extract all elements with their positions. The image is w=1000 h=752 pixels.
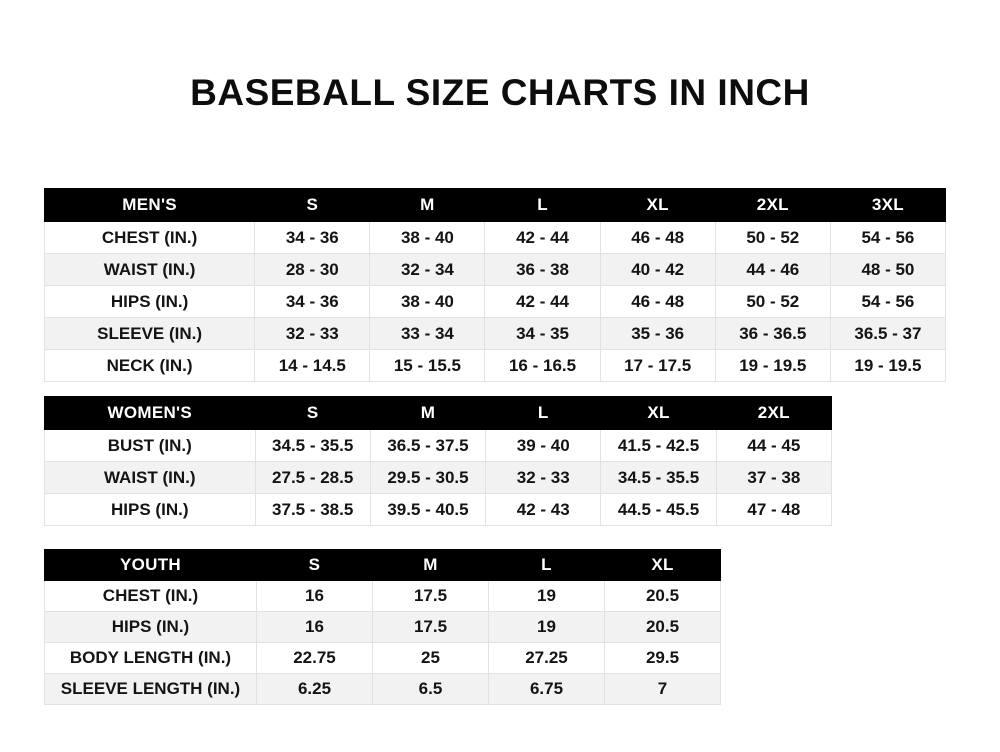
column-header: L [489, 550, 605, 581]
column-header: 2XL [716, 397, 831, 430]
column-header: L [485, 189, 600, 222]
table-cell: 44 - 45 [716, 430, 831, 462]
table-cell: 34 - 36 [255, 222, 370, 254]
table-cell: 38 - 40 [370, 222, 485, 254]
column-header: XL [605, 550, 721, 581]
column-header: WOMEN'S [45, 397, 256, 430]
table-cell: 54 - 56 [830, 222, 945, 254]
table-cell: 28 - 30 [255, 254, 370, 286]
table-cell: 19 - 19.5 [715, 350, 830, 382]
table-cell: 47 - 48 [716, 494, 831, 526]
table-row [45, 222, 946, 254]
row-label: CHEST (IN.) [45, 581, 257, 612]
table-cell: 29.5 - 30.5 [370, 462, 485, 494]
table-cell: 36 - 38 [485, 254, 600, 286]
table-cell: 35 - 36 [600, 318, 715, 350]
table-row [45, 286, 946, 318]
column-header: S [257, 550, 373, 581]
table-cell: 42 - 44 [485, 222, 600, 254]
table-cell: 25 [373, 643, 489, 674]
table-row [45, 318, 946, 350]
table-cell: 44.5 - 45.5 [601, 494, 716, 526]
table-cell: 32 - 33 [255, 318, 370, 350]
table-header-row [45, 550, 721, 581]
table-cell: 34 - 35 [485, 318, 600, 350]
row-label: NECK (IN.) [45, 350, 255, 382]
table-row [45, 462, 832, 494]
column-header: S [255, 189, 370, 222]
table-cell: 27.5 - 28.5 [255, 462, 370, 494]
table-cell: 44 - 46 [715, 254, 830, 286]
column-header: M [370, 189, 485, 222]
table-cell: 42 - 43 [486, 494, 601, 526]
table-cell: 16 [257, 612, 373, 643]
row-label: BUST (IN.) [45, 430, 256, 462]
column-header: YOUTH [45, 550, 257, 581]
table-cell: 34.5 - 35.5 [255, 430, 370, 462]
table-cell: 41.5 - 42.5 [601, 430, 716, 462]
table-cell: 39.5 - 40.5 [370, 494, 485, 526]
table-cell: 7 [605, 674, 721, 705]
table-cell: 48 - 50 [830, 254, 945, 286]
column-header: M [373, 550, 489, 581]
table-cell: 38 - 40 [370, 286, 485, 318]
table-cell: 32 - 33 [486, 462, 601, 494]
table-cell: 46 - 48 [600, 286, 715, 318]
table-cell: 50 - 52 [715, 286, 830, 318]
table-row [45, 643, 721, 674]
table-header-row [45, 397, 832, 430]
table-cell: 32 - 34 [370, 254, 485, 286]
table-cell: 34 - 36 [255, 286, 370, 318]
row-label: CHEST (IN.) [45, 222, 255, 254]
table-cell: 37.5 - 38.5 [255, 494, 370, 526]
table-cell: 19 [489, 581, 605, 612]
table-cell: 40 - 42 [600, 254, 715, 286]
table-cell: 42 - 44 [485, 286, 600, 318]
row-label: BODY LENGTH (IN.) [45, 643, 257, 674]
table-cell: 17.5 [373, 581, 489, 612]
column-header: XL [601, 397, 716, 430]
column-header: MEN'S [45, 189, 255, 222]
row-label: SLEEVE LENGTH (IN.) [45, 674, 257, 705]
table-cell: 37 - 38 [716, 462, 831, 494]
table-cell: 54 - 56 [830, 286, 945, 318]
table-cell: 34.5 - 35.5 [601, 462, 716, 494]
column-header: 2XL [715, 189, 830, 222]
column-header: XL [600, 189, 715, 222]
column-header: L [486, 397, 601, 430]
table-cell: 20.5 [605, 581, 721, 612]
row-label: HIPS (IN.) [45, 494, 256, 526]
table-row [45, 581, 721, 612]
column-header: M [370, 397, 485, 430]
table-cell: 17.5 [373, 612, 489, 643]
table-cell: 19 [489, 612, 605, 643]
table-cell: 50 - 52 [715, 222, 830, 254]
table-cell: 6.25 [257, 674, 373, 705]
table-cell: 16 [257, 581, 373, 612]
table-cell: 14 - 14.5 [255, 350, 370, 382]
table-row [45, 254, 946, 286]
youth-size-table [44, 549, 721, 705]
table-cell: 36.5 - 37 [830, 318, 945, 350]
table-cell: 29.5 [605, 643, 721, 674]
table-cell: 36 - 36.5 [715, 318, 830, 350]
table-cell: 39 - 40 [486, 430, 601, 462]
row-label: HIPS (IN.) [45, 612, 257, 643]
table-cell: 33 - 34 [370, 318, 485, 350]
table-row [45, 612, 721, 643]
row-label: WAIST (IN.) [45, 462, 256, 494]
table-cell: 16 - 16.5 [485, 350, 600, 382]
page-title: BASEBALL SIZE CHARTS IN INCH [190, 72, 810, 113]
table-row [45, 350, 946, 382]
table-cell: 27.25 [489, 643, 605, 674]
table-cell: 15 - 15.5 [370, 350, 485, 382]
table-row [45, 674, 721, 705]
table-cell: 6.5 [373, 674, 489, 705]
table-cell: 20.5 [605, 612, 721, 643]
table-cell: 46 - 48 [600, 222, 715, 254]
row-label: SLEEVE (IN.) [45, 318, 255, 350]
column-header: S [255, 397, 370, 430]
table-header-row [45, 189, 946, 222]
table-row [45, 494, 832, 526]
column-header: 3XL [830, 189, 945, 222]
row-label: HIPS (IN.) [45, 286, 255, 318]
mens-size-table [44, 188, 946, 382]
table-cell: 22.75 [257, 643, 373, 674]
table-cell: 19 - 19.5 [830, 350, 945, 382]
womens-size-table [44, 396, 832, 526]
table-cell: 17 - 17.5 [600, 350, 715, 382]
row-label: WAIST (IN.) [45, 254, 255, 286]
table-row [45, 430, 832, 462]
table-cell: 36.5 - 37.5 [370, 430, 485, 462]
table-cell: 6.75 [489, 674, 605, 705]
